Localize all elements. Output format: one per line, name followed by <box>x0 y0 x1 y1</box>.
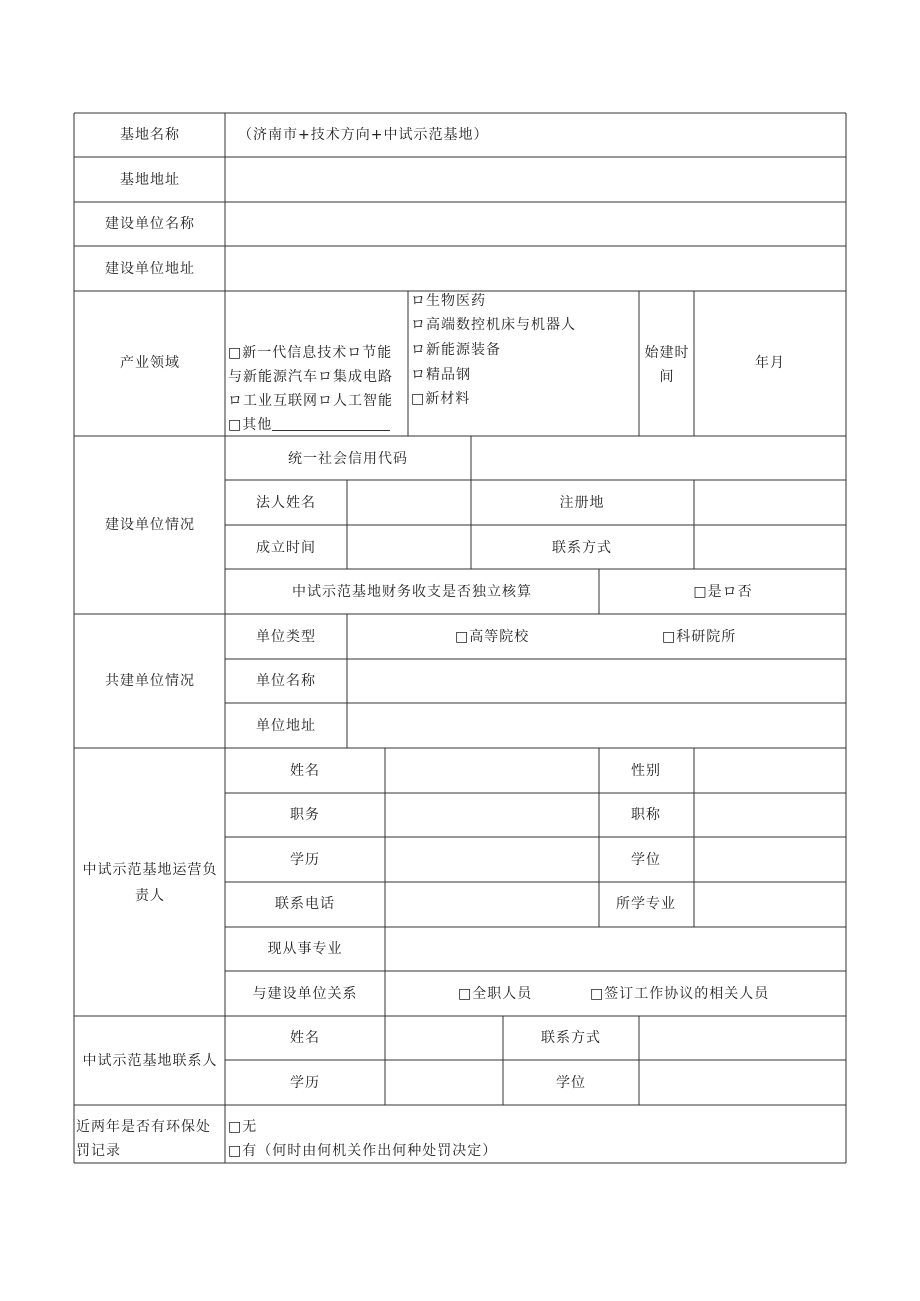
liaison-education-label: 学历 <box>290 1075 320 1091</box>
base-name-value[interactable]: （济南市+技术方向+中试示范基地） <box>238 127 489 143</box>
liaison-education-field[interactable] <box>386 1061 502 1104</box>
operator-position-label: 职务 <box>290 807 320 823</box>
co-builder-label: 共建单位情况 <box>105 673 195 689</box>
base-address-field[interactable] <box>226 158 845 201</box>
operator-major-field[interactable] <box>695 883 845 926</box>
unit-type-university-option[interactable]: □高等院校 <box>455 629 530 645</box>
penalty-label: 近两年是否有环保处 <box>76 1119 211 1135</box>
industry-left-option[interactable]: □新一代信息技术ロ节能 <box>228 345 393 361</box>
relation-fulltime-option[interactable]: □全职人员 <box>458 986 533 1002</box>
liaison-contact-field[interactable] <box>640 1017 845 1059</box>
liaison-contact-label: 联系方式 <box>541 1030 601 1046</box>
operator-education-field[interactable] <box>386 838 598 881</box>
liaison-degree-label: 学位 <box>556 1075 586 1091</box>
contact-label: 联系方式 <box>552 540 612 556</box>
unit-type-institute-option[interactable]: □科研院所 <box>662 629 737 645</box>
operator-phone-label: 联系电话 <box>275 896 335 912</box>
operator-label: 中试示范基地运营负 <box>82 862 218 878</box>
builder-name-label: 建设单位名称 <box>105 216 195 232</box>
builder-address-label: 建设单位地址 <box>105 261 195 277</box>
unit-name-label: 单位名称 <box>256 673 316 689</box>
unit-address-label: 单位地址 <box>256 718 316 734</box>
industry-right-option[interactable]: ロ精品钢 <box>411 367 471 383</box>
industry-other-blank[interactable] <box>272 416 390 431</box>
industry-right-option[interactable]: ロ新能源装备 <box>411 342 501 358</box>
operator-relation-label: 与建设单位关系 <box>252 986 358 1002</box>
penalty-label: 罚记录 <box>76 1143 121 1159</box>
industry-right-option[interactable]: ロ生物医药 <box>411 293 486 309</box>
independent-accounting-options[interactable]: □是ロ否 <box>693 584 753 600</box>
penalty-yes-option[interactable]: □有（何时由何机关作出何种处罚决定） <box>228 1143 498 1159</box>
liaison-degree-field[interactable] <box>640 1061 845 1104</box>
base-name-label: 基地名称 <box>120 127 180 143</box>
base-address-label: 基地地址 <box>120 172 180 188</box>
contact-field[interactable] <box>695 526 845 568</box>
liaison-name-field[interactable] <box>386 1017 502 1059</box>
legal-name-field[interactable] <box>348 481 470 524</box>
builder-address-field[interactable] <box>226 247 845 290</box>
est-time-field[interactable] <box>348 526 470 568</box>
legal-name-label: 法人姓名 <box>256 495 316 511</box>
operator-label: 责人 <box>135 888 165 904</box>
unit-name-field[interactable] <box>348 660 845 702</box>
builder-info-label: 建设单位情况 <box>105 517 195 533</box>
industry-label: 产业领域 <box>120 355 180 371</box>
operator-current-major-field[interactable] <box>386 928 845 970</box>
operator-name-field[interactable] <box>386 749 598 792</box>
operator-name-label: 姓名 <box>290 763 320 779</box>
credit-code-label: 统一社会信用代码 <box>288 451 408 467</box>
operator-current-major-label: 现从事专业 <box>267 941 343 957</box>
industry-other-option[interactable]: □其他 <box>228 413 390 437</box>
industry-left-option[interactable]: 与新能源汽车ロ集成电路 <box>228 369 393 385</box>
operator-education-label: 学历 <box>290 852 320 868</box>
operator-phone-field[interactable] <box>386 883 598 926</box>
penalty-none-option[interactable]: □无 <box>228 1119 258 1135</box>
industry-right-option[interactable]: ロ高端数控机床与机器人 <box>411 317 576 333</box>
operator-degree-label: 学位 <box>631 852 661 868</box>
est-time-label: 成立时间 <box>256 540 316 556</box>
unit-address-field[interactable] <box>348 704 845 747</box>
operator-position-field[interactable] <box>386 794 598 836</box>
operator-gender-field[interactable] <box>695 749 845 792</box>
relation-agreement-option[interactable]: □签订工作协议的相关人员 <box>590 986 770 1002</box>
industry-left-option[interactable]: ロ工业互联网ロ人工智能 <box>228 393 393 409</box>
reg-place-field[interactable] <box>695 481 845 524</box>
industry-right-option[interactable]: □新材料 <box>411 391 471 407</box>
credit-code-field[interactable] <box>472 437 845 479</box>
builder-name-field[interactable] <box>226 203 845 245</box>
operator-title-label: 职称 <box>631 807 661 823</box>
operator-degree-field[interactable] <box>695 838 845 881</box>
independent-accounting-label: 中试示范基地财务收支是否独立核算 <box>292 584 532 600</box>
start-time-label: 间 <box>659 369 675 385</box>
liaison-label: 中试示范基地联系人 <box>82 1053 218 1069</box>
reg-place-label: 注册地 <box>559 495 605 511</box>
liaison-name-label: 姓名 <box>290 1030 320 1046</box>
start-time-label: 始建时 <box>644 345 690 361</box>
operator-major-label: 所学专业 <box>616 896 676 912</box>
start-time-value[interactable]: 年月 <box>755 355 785 371</box>
operator-title-field[interactable] <box>695 794 845 836</box>
operator-gender-label: 性别 <box>631 763 661 779</box>
unit-type-label: 单位类型 <box>256 629 316 645</box>
